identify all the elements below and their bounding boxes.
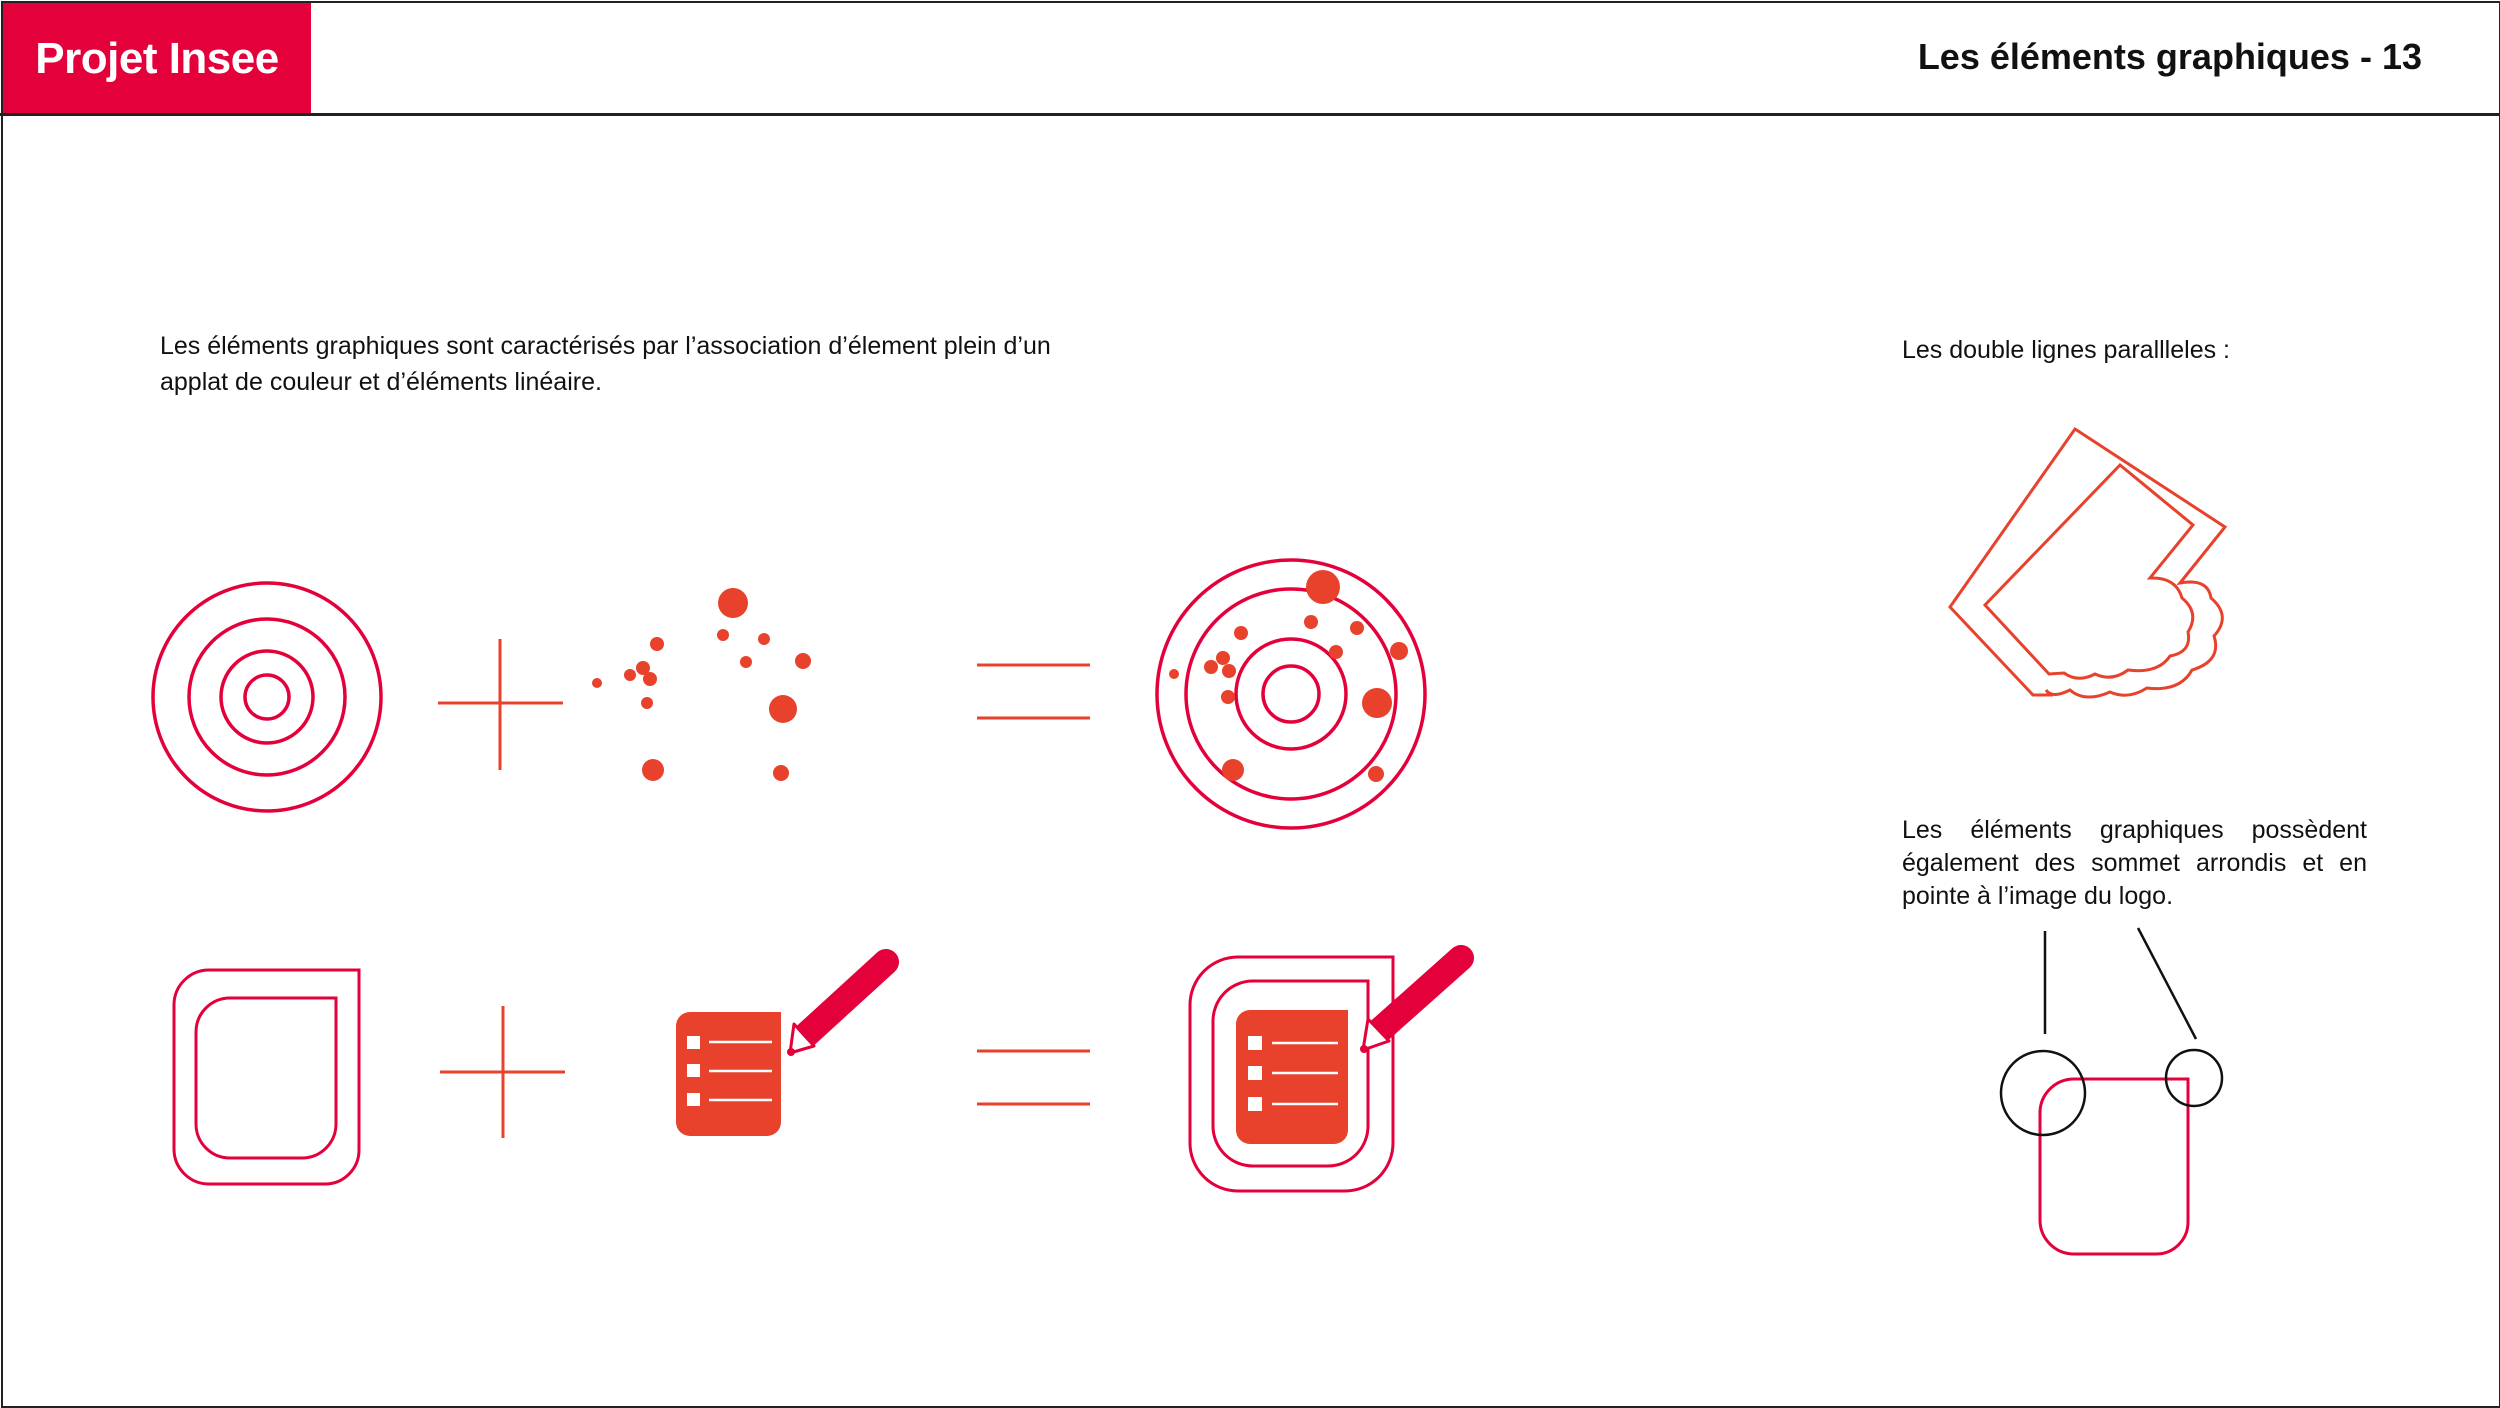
brand-logo: Projet Insee [3,3,311,115]
plus-sign-2 [440,1006,565,1138]
parallel-lines-title: Les double lignes parallleles : [1902,336,2230,364]
rounded-corners-description: Les éléments graphiques possèdent également des sommet arrondis et en pointe à l’image du logo. [1902,816,2367,910]
intro-text: Les éléments graphiques sont caractérisés par l’association d’élement plein d’un applat de couleur et d’éléments linéaire. [160,332,1051,396]
combined-target-icon [1157,560,1425,828]
double-line-shape [1950,429,2225,697]
equals-sign-2 [977,1051,1090,1104]
page-title: Les éléments graphiques - 13 [1917,36,2422,77]
scattered-dots-icon [592,588,811,781]
checklist-pencil-icon [676,962,886,1136]
plus-sign-1 [438,639,563,770]
target-icon [153,583,381,811]
equals-sign-1 [977,665,1090,718]
corner-callout-lines [2045,928,2196,1039]
rounded-frame-icon [174,970,359,1184]
combined-checklist-icon [1190,957,1461,1191]
corner-example-square [2040,1079,2188,1254]
